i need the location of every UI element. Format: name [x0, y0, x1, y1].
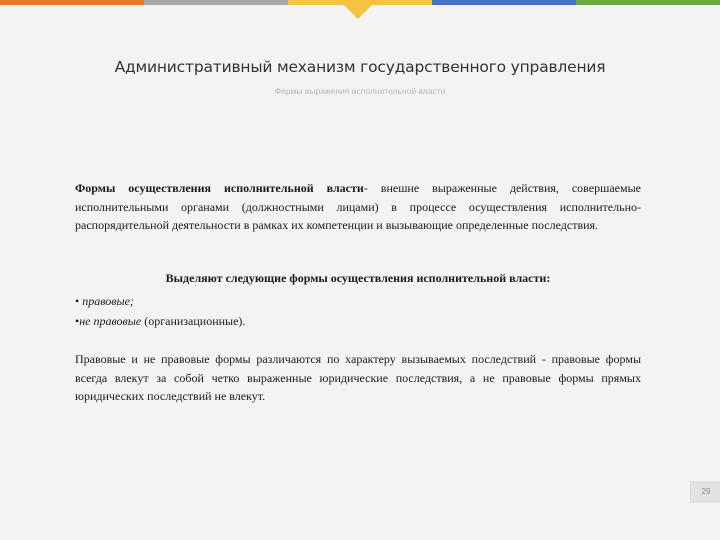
forms-list	[75, 291, 641, 331]
definition-text: - внешне выраженные действия, совершаемые исполнительными органами (должностными лицами) в процессе осуществления исполнительно-распорядительной деятельности в рамках их компетенции и вызывающие определенные последствия.	[75, 181, 641, 232]
list-item-italic: правовые;	[82, 294, 134, 308]
accent-segment-green	[576, 0, 720, 5]
bullet: •	[75, 314, 80, 328]
accent-segment-orange	[0, 0, 144, 5]
slide-title: Административный механизм государственного управления	[114, 58, 606, 76]
conclusion-paragraph: Правовые и не правовые формы различаются по характеру вызываемых последствий - правовые формы всегда влекут за собой четко выраженные юридические последствия, а не правовые формы прямых юридических последствий не влекут.	[75, 352, 641, 403]
definition-paragraph	[75, 179, 641, 235]
page-number: 29	[690, 481, 720, 503]
accent-segment-blue	[432, 0, 576, 5]
list-item-italic: не правовые	[79, 314, 142, 328]
list-heading: Выделяют следующие формы осуществления исполнительной власти:	[165, 271, 551, 285]
list-item	[75, 311, 641, 331]
bullet: •	[75, 294, 80, 308]
pointer-triangle-icon	[344, 5, 372, 19]
slide-subtitle: Формы выражения исполнительной власти	[274, 86, 446, 96]
definition-term: Формы осуществления исполнительной власти	[75, 181, 364, 195]
list-item-plain: (организационные).	[141, 314, 246, 328]
list-item	[75, 291, 641, 311]
accent-segment-gray	[144, 0, 288, 5]
